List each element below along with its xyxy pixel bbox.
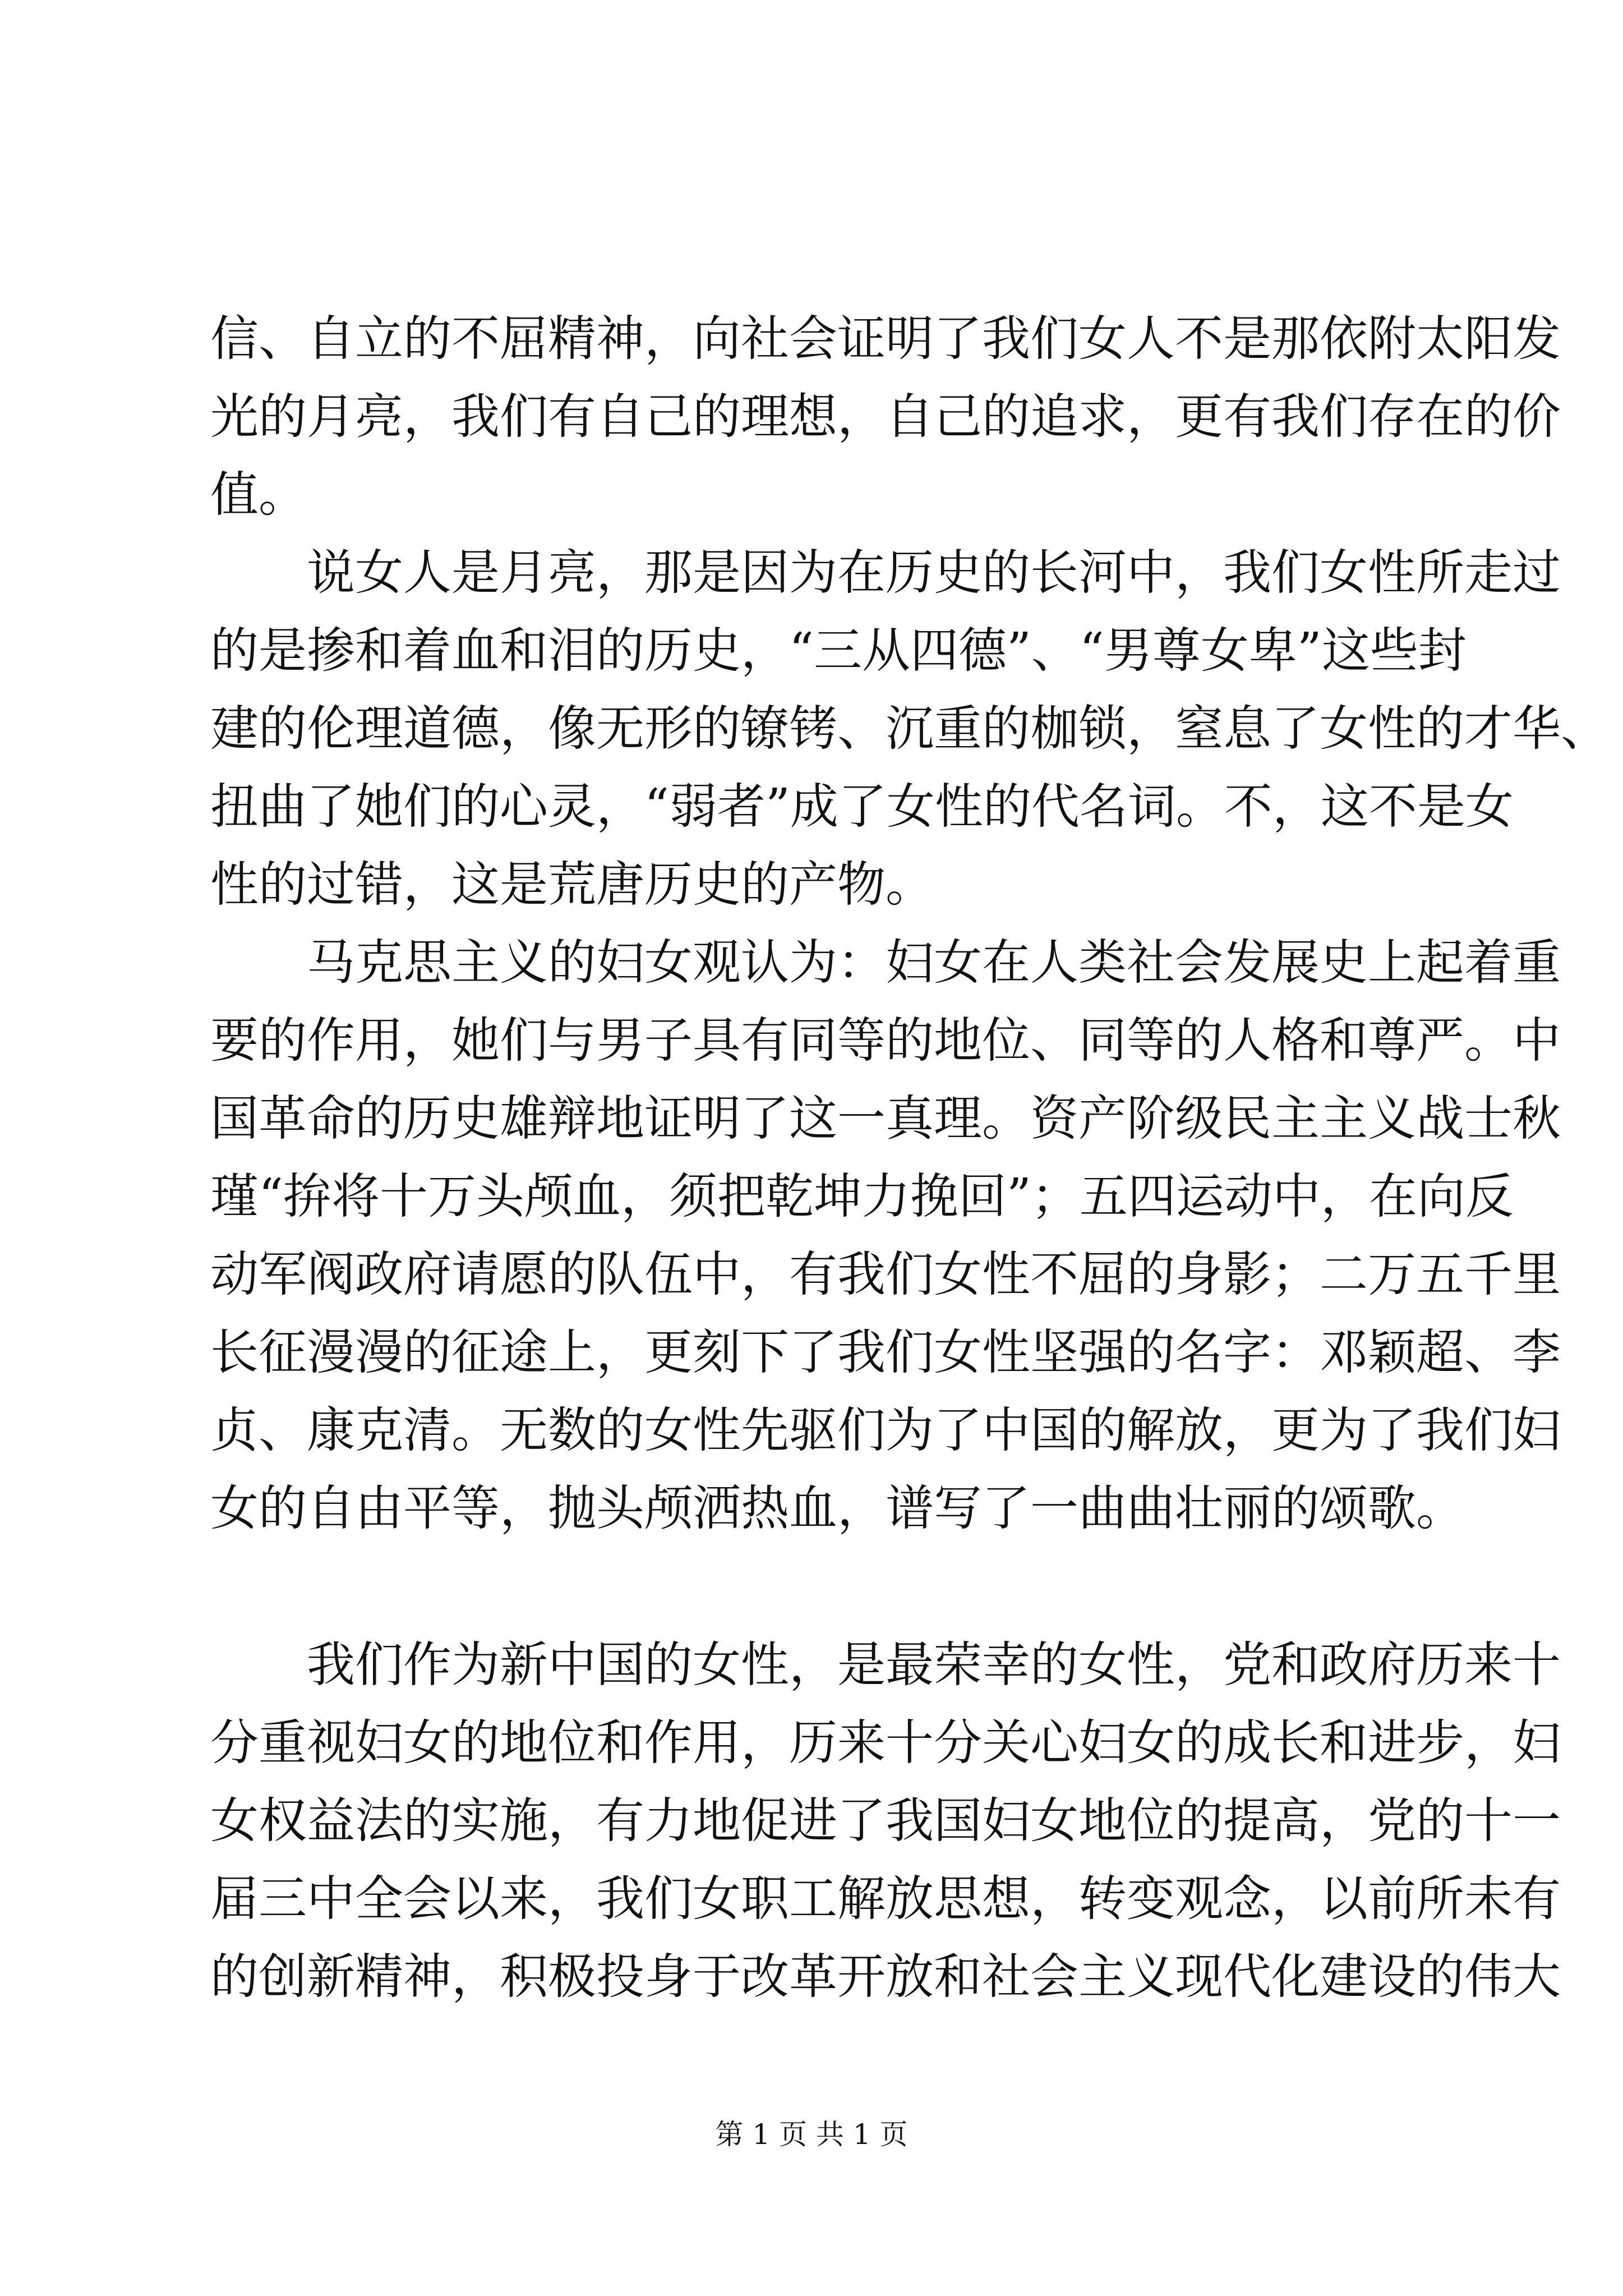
- text-line: 要的作用，她们与男子具有同等的地位、同等的人格和尊严。中: [210, 1013, 1561, 1069]
- text-line: 国革命的历史雄辩地证明了这一真理。资产阶级民主主义战士秋: [210, 1091, 1561, 1147]
- text-line: 分重视妇女的地位和作用，历来十分关心妇女的成长和进步，妇: [210, 1715, 1561, 1771]
- text-line: 扭曲了她们的心灵，“弱者”成了女性的代名词。不，这不是女: [210, 779, 1514, 835]
- text-line: 女的自由平等，抛头颅洒热血，谱写了一曲曲壮丽的颂歌。: [210, 1480, 1464, 1536]
- text-line: 建的伦理道德，像无形的镣铐、沉重的枷锁，窒息了女性的才华、: [210, 701, 1609, 757]
- text-line: 我们作为新中国的女性，是最荣幸的女性，党和政府历来十: [307, 1637, 1561, 1693]
- text-line: 瑾“拚将十万头颅血，须把乾坤力挽回”；五四运动中，在向反: [210, 1168, 1514, 1225]
- text-line: 光的月亮，我们有自己的理想，自己的追求，更有我们存在的价: [210, 389, 1561, 445]
- text-line: 马克思主义的妇女观认为：妇女在人类社会发展史上起着重: [307, 935, 1561, 991]
- text-line: 说女人是月亮，那是因为在历史的长河中，我们女性所走过: [307, 545, 1561, 601]
- text-line: 长征漫漫的征途上，更刻下了我们女性坚强的名字：邓颖超、李: [210, 1324, 1561, 1381]
- text-line: 值。: [210, 467, 307, 523]
- text-line: 动军阀政府请愿的队伍中，有我们女性不屈的身影；二万五千里: [210, 1246, 1561, 1303]
- text-line: 贞、康克清。无数的女性先驱们为了中国的解放，更为了我们妇: [210, 1402, 1561, 1458]
- page-number-footer: 第 1 页 共 1 页: [715, 2118, 908, 2151]
- text-line: 信、自立的不屈精神，向社会证明了我们女人不是那依附太阳发: [210, 311, 1561, 367]
- text-line: 性的过错，这是荒唐历史的产物。: [210, 857, 934, 913]
- text-line: 届三中全会以来，我们女职工解放思想，转变观念，以前所未有: [210, 1871, 1561, 1927]
- text-line: 女权益法的实施，有力地促进了我国妇女地位的提高，党的十一: [210, 1793, 1561, 1849]
- text-line: 的是掺和着血和泪的历史，“三从四德”、“男尊女卑”这些封: [210, 623, 1467, 679]
- text-line: 的创新精神，积极投身于改革开放和社会主义现代化建设的伟大: [210, 1949, 1561, 2005]
